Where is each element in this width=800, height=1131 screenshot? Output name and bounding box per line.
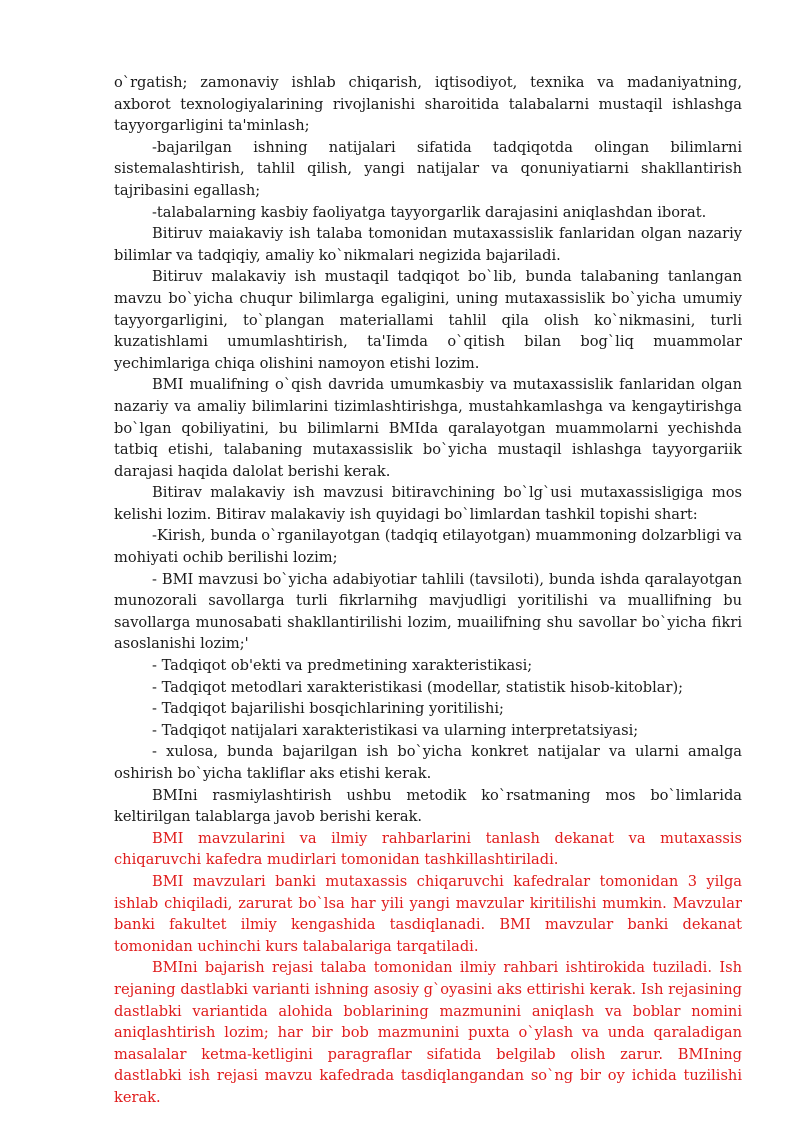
paragraph-7: Bitirav malakaviy ish mavzusi bitiravchining bo`lg`usi mutaxassisligiga mos kelishi lozim. Bitirav malakaviy ish quyidagi bo`limlardan tashkil topishi shart: [114, 484, 742, 523]
paragraph-12: - Tadqiqot bajarilishi bosqichlarining yoritilishi; [152, 700, 504, 718]
paragraph-9: - BMI mavzusi bo`yicha adabiyotiar tahlili (tavsiloti), bunda ishda qaralayotgan munozorali savollarga turli fikrlarnihg mavjudligi yoritilishi va muallifning bu savollarga munosabati shakllantirilishi lozim, muailifning shu savollar bo`yicha fikri asoslanishi lozim;' [114, 570, 742, 653]
paragraph-6: BMI mualifning o`qish davrida umumkasbiy va mutaxassislik fanlaridan olgan nazariy va amaliy bilimlarini tizimlashtirishga, mustahkamlashga va kengaytirishga bo`lgan qobiliyatini, bu bilimlarni BMIda qaralayotgan muammolarni yechishda tatbiq etishi, talabaning mutaxassislik bo`yicha mustaqil ishlashga tayyorgariik darajasi haqida dalolat berishi kerak. [114, 376, 742, 480]
paragraph-14: - xulosa, bunda bajarilgan ish bo`yicha konkret natijalar va ularni amalga oshirish bo`yicha takliflar aks etishi kerak. [114, 743, 742, 782]
paragraph-1: o`rgatish; zamonaviy ishlab chiqarish, iqtisodiyot, texnika va madaniyatning, axborot texnologiyalarining rivojlanishi sharoitida talabalarni mustaqil ishlashga tayyorgarligini ta'minlash; [114, 74, 742, 135]
paragraph-16: BMI mavzularini va ilmiy rahbarlarini tanlash dekanat va mutaxassis chiqaruvchi kafedra mudirlari tomonidan tashkillashtiriladi. [114, 829, 742, 869]
paragraph-3: -talabalarning kasbiy faoliyatga tayyorgarlik darajasini aniqlashdan iborat. [152, 203, 707, 221]
paragraph-11: - Tadqiqot metodlari xarakteristikasi (modellar, statistik hisob-kitoblar); [152, 678, 684, 696]
document-page [114, 72, 742, 1109]
paragraph-18: BMIni bajarish rejasi talaba tomonidan ilmiy rahbari ishtirokida tuziladi. Ish rejaning dastlabki varianti ishning asosiy g`oyasini aks ettirishi kerak. Ish rejasining dastlabki variantida alohida boblarining mazmunini aniqlash va boblar nomini aniqlashtirish lozim; har bir bob mazmunini puxta o`ylash va unda qaraladigan masalalar ketma-ketligini paragraflar sifatida belgilab olish zarur. BMIning dastlabki ish rejasi mavzu kafedrada tasdiqlangandan so`ng bir oy ichida tuzilishi kerak. [114, 959, 742, 1106]
paragraph-17: BMI mavzulari banki mutaxassis chiqaruvchi kafedralar tomonidan 3 yilga ishlab chiqiladi, zarurat bo`lsa har yili yangi mavzular kiritilishi mumkin. Mavzular banki fakultet ilmiy kengashida tasdiqlanadi. BMI mavzular banki dekanat tomonidan uchinchi kurs talabalariga tarqatiladi. [114, 872, 742, 955]
paragraph-8: -Kirish, bunda o`rganilayotgan (tadqiq etilayotgan) muammoning dolzarbligi va mohiyati ochib berilishi lozim; [114, 527, 742, 567]
paragraph-13: - Tadqiqot natijalari xarakteristikasi va ularning interpretatsiyasi; [152, 721, 639, 739]
paragraph-2: -bajarilgan ishning natijalari sifatida tadqiqotda olingan bilimlarni sistemalashtirish, tahlil qilish, yangi natijalar va qonuniyatiarni shakllantirish tajribasini egallash; [114, 138, 742, 199]
paragraph-5: Bitiruv malakaviy ish mustaqil tadqiqot bo`lib, bunda talabaning tanlangan mavzu bo`yicha chuqur bilimlarga egaligini, uning mutaxassislik bo`yicha umumiy tayyorgarligini, to`plangan materiallami tahlil qila olish ko`nikmasini, turli kuzatishlami umumlashtirish, ta'Iimda o`qitish bilan bog`liq muammolar yechimlariga chiqa olishini namoyon etishi lozim. [114, 268, 742, 372]
paragraph-15: BMIni rasmiylashtirish ushbu metodik ko`rsatmaning mos bo`limlarida keltirilgan talablarga javob berishi kerak. [114, 786, 742, 826]
paragraph-10: - Tadqiqot ob'ekti va predmetining xarakteristikasi; [152, 657, 533, 675]
paragraph-4: Bitiruv maiakaviy ish talaba tomonidan mutaxassislik fanlaridan olgan nazariy bilimlar va tadqiqiy, amaliy ko`nikmalari negizida bajariladi. [114, 225, 742, 264]
